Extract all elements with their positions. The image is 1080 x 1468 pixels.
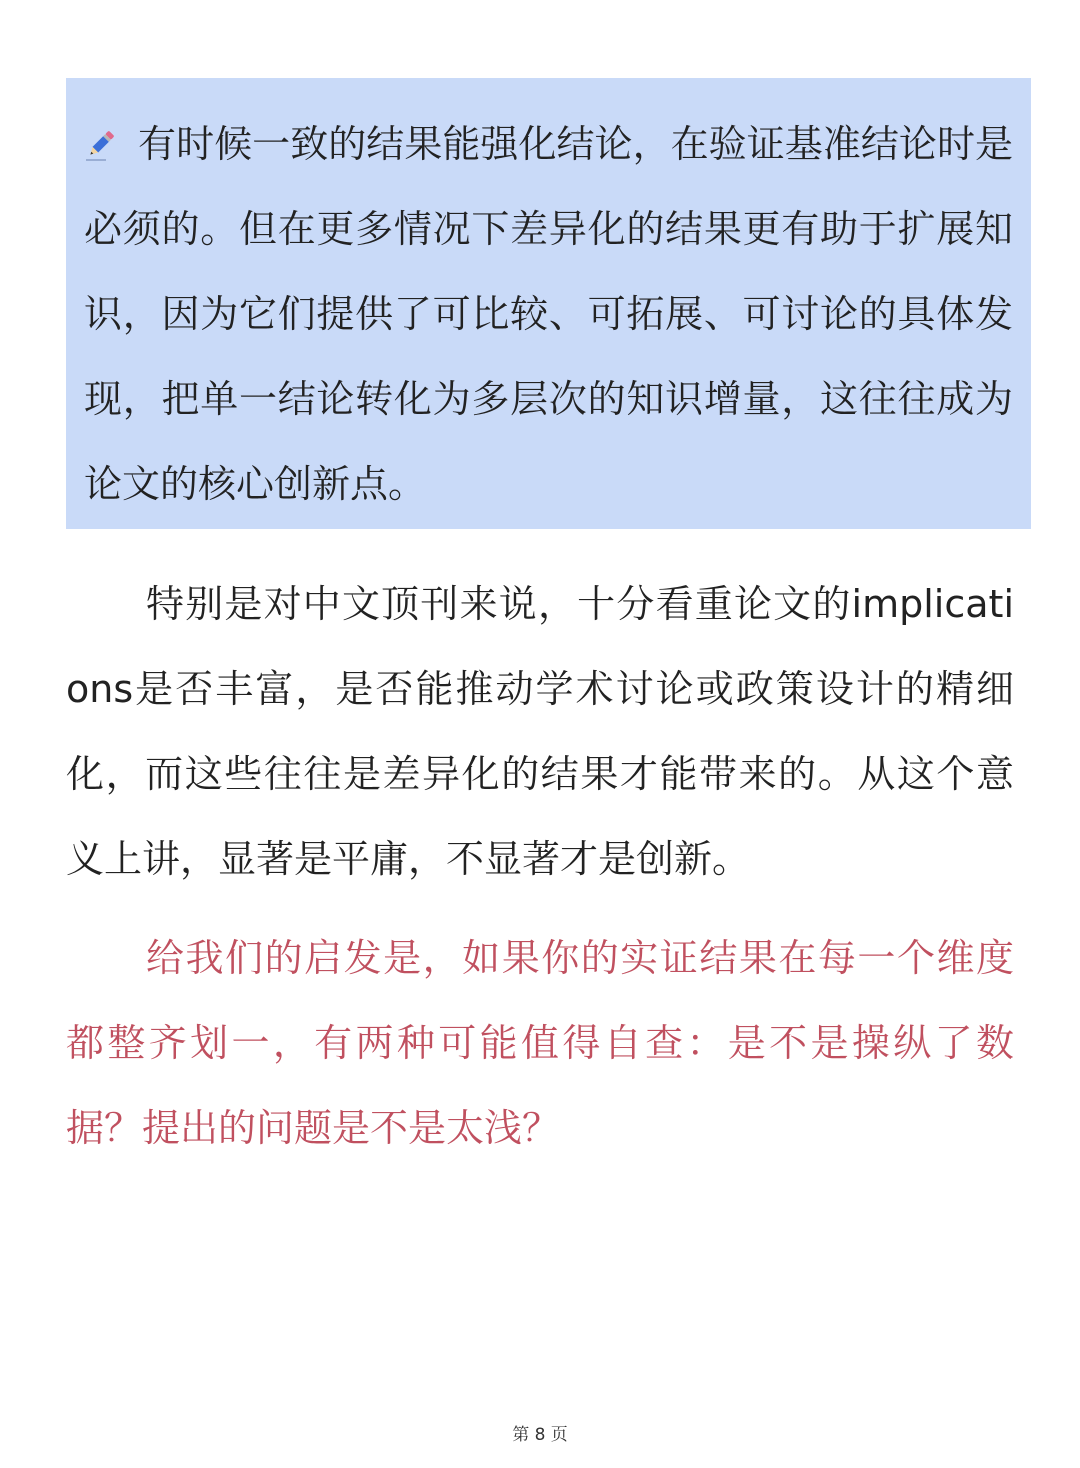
callout-box (66, 78, 1031, 529)
body-section (66, 562, 1014, 902)
pencil-icon (84, 106, 118, 140)
callout-paragraph (84, 102, 1013, 527)
body-paragraph: 特别是对中文顶刊来说，十分看重论文的implications是否丰富，是否能推动学术讨论或政策设计的精细化，而这些往往是差异化的结果才能带来的。从这个意义上讲，显著是平庸，不显著才是创新。 (66, 582, 1014, 881)
insight-section (66, 916, 1014, 1171)
insight-paragraph: 给我们的启发是，如果你的实证结果在每一个维度都整齐划一，有两种可能值得自查：是不是操纵了数据？提出的问题是不是太浅？ (66, 936, 1014, 1150)
page-number: 第 8 页 (512, 1425, 568, 1445)
callout-text: 有时候一致的结果能强化结论，在验证基准结论时是必须的。但在更多情况下差异化的结果更有助于扩展知识，因为它们提供了可比较、可拓展、可讨论的具体发现，把单一结论转化为多层次的知识增量，这往往成为论文的核心创新点。 (84, 122, 1013, 506)
